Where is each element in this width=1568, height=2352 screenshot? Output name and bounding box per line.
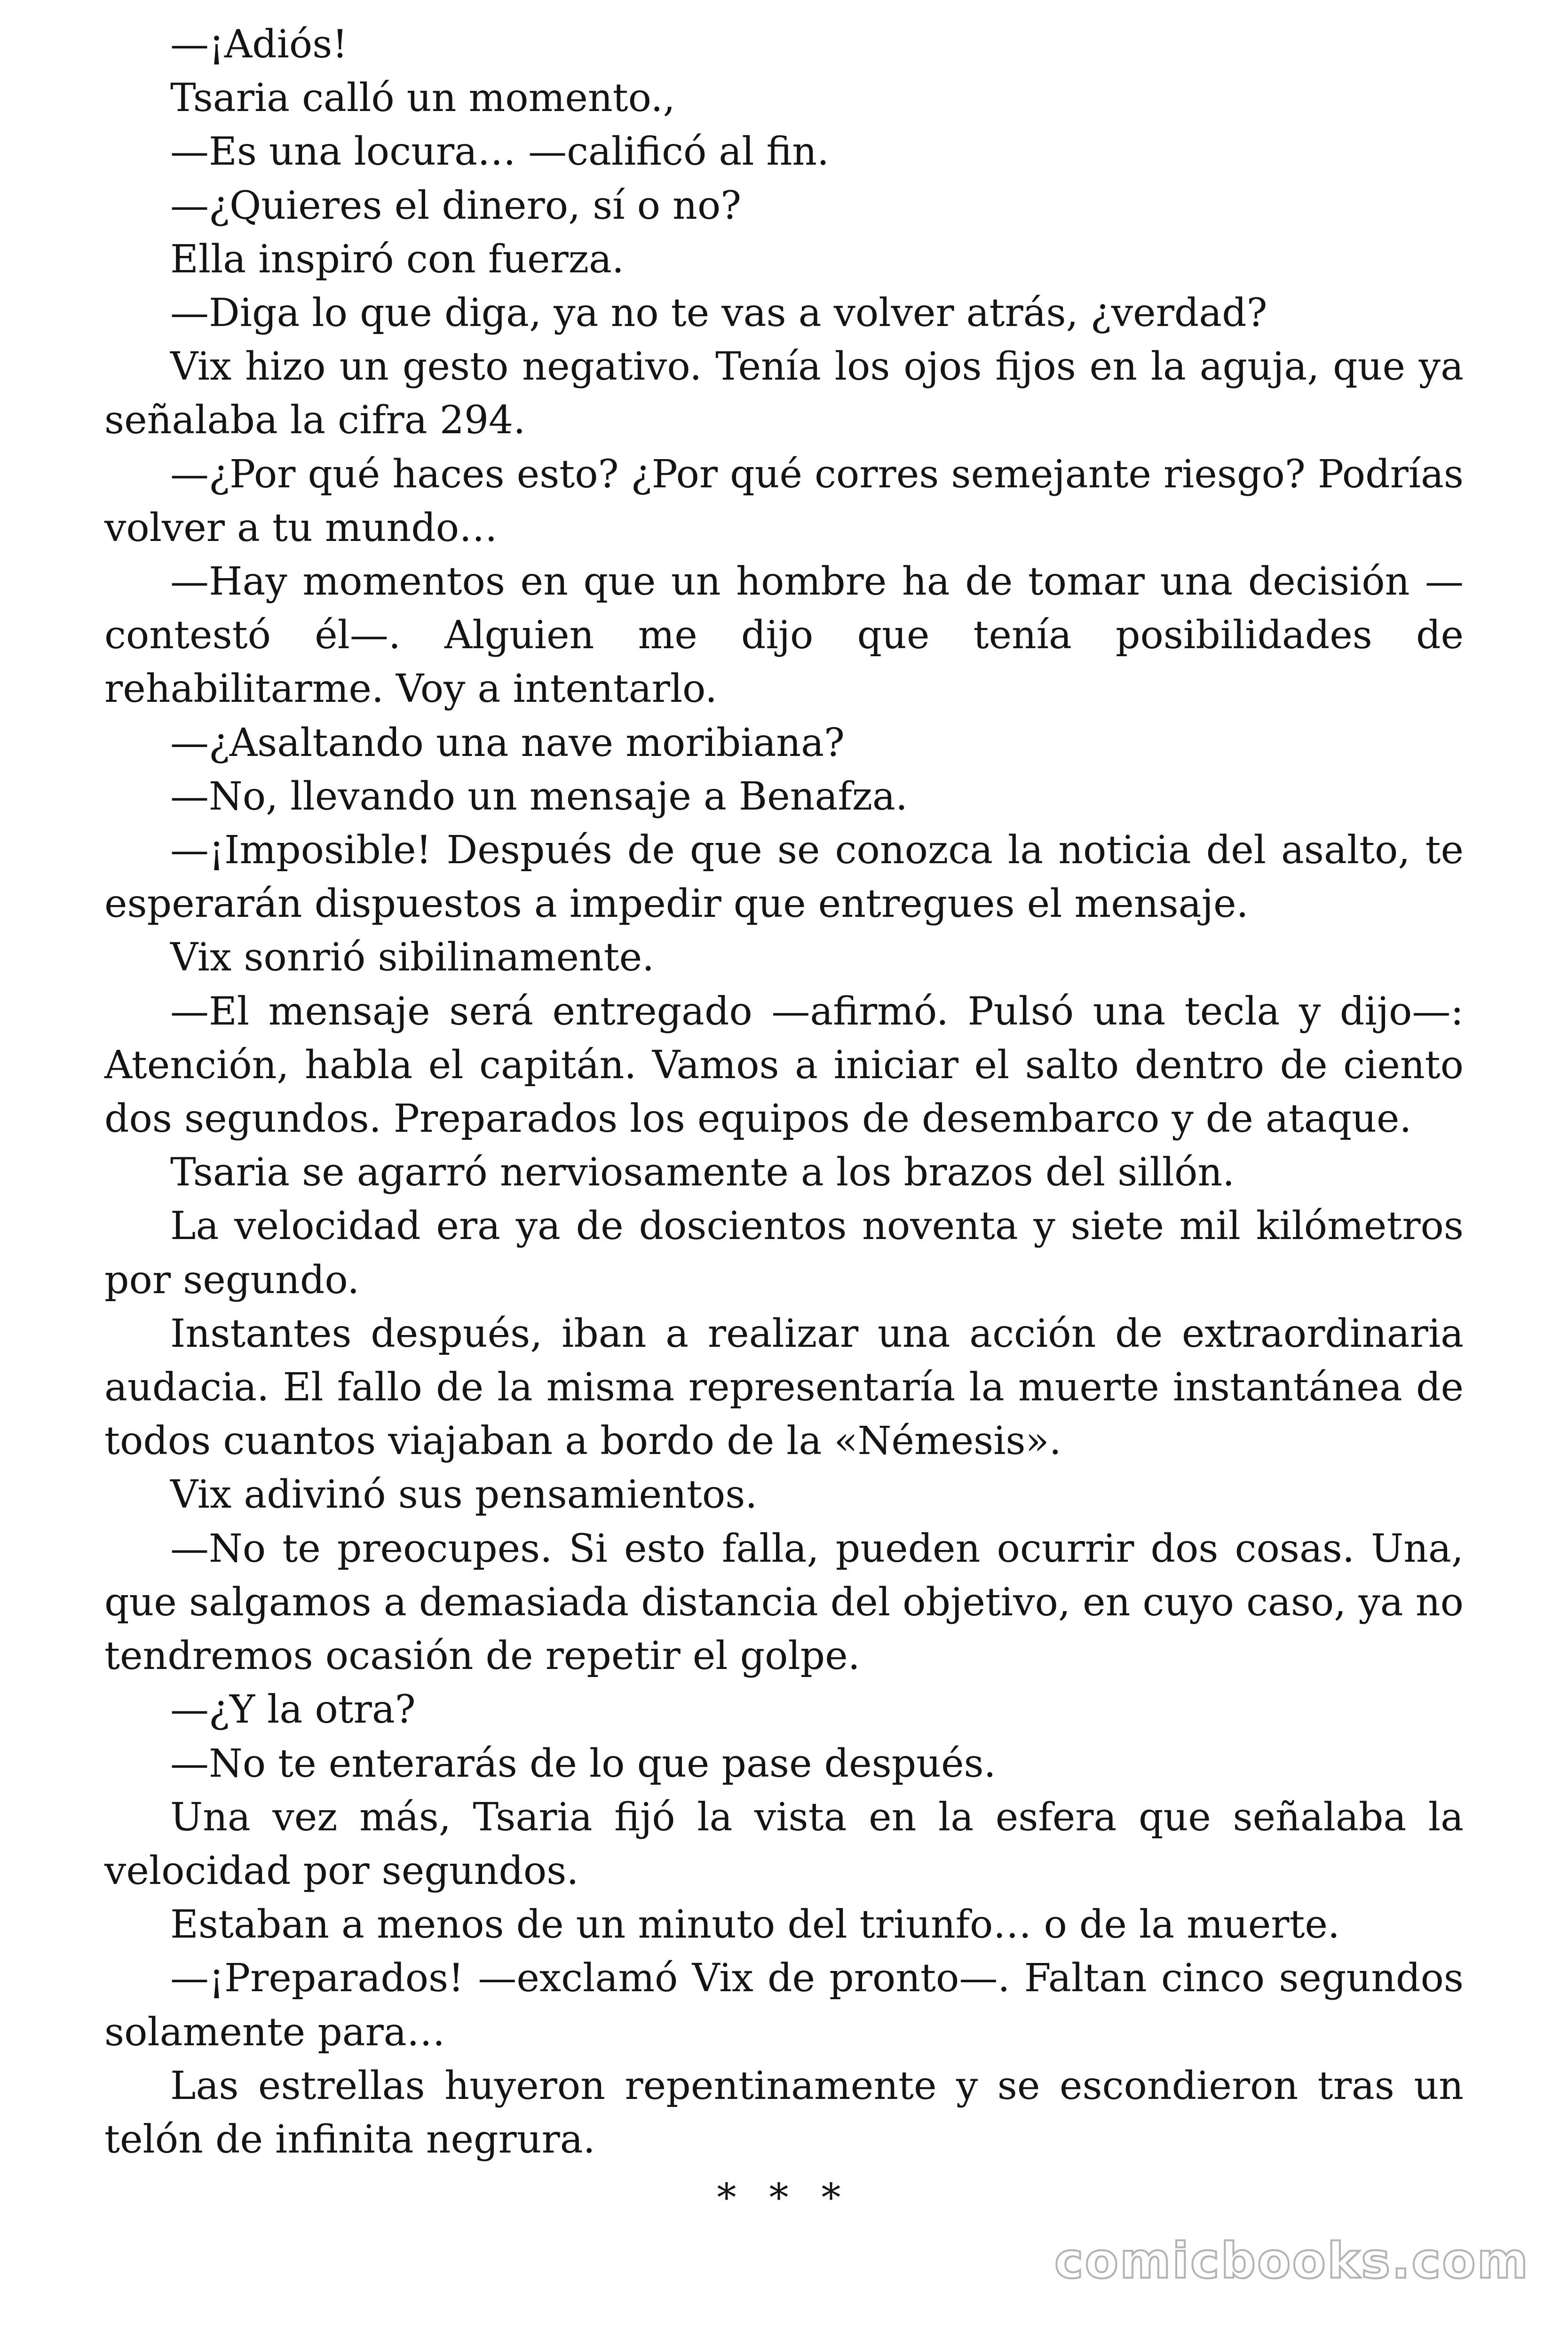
paragraph: —No te enterarás de lo que pase después. [170, 1741, 996, 1786]
paragraph: Una vez más, Tsaria fijó la vista en la esfera que señalaba la velocidad por segundos. [104, 1795, 1464, 1893]
paragraph: —Diga lo que diga, ya no te vas a volver atrás, ¿verdad? [170, 291, 1267, 336]
paragraph: —¡Imposible! Después de que se conozca la noticia del asalto, te esperarán dispuestos a impedir que entregues el mensaje. [104, 828, 1464, 927]
paragraph: La velocidad era ya de doscientos noventa y siete mil kilómetros por segundo. [104, 1204, 1464, 1303]
paragraph: —El mensaje será entregado —afirmó. Pulsó una tecla y dijo—: Atención, habla el capitán. Vamos a iniciar el salto dentro de ciento dos segundos. Preparados los equipos de desembarco y de ataque. [104, 989, 1464, 1142]
paragraph: —No te preocupes. Si esto falla, pueden ocurrir dos cosas. Una, que salgamos a demasiada distancia del objetivo, en cuyo caso, ya no tendremos ocasión de repetir el golpe. [104, 1526, 1464, 1679]
paragraph: —¿Por qué haces esto? ¿Por qué corres semejante riesgo? Podrías volver a tu mundo… [104, 452, 1464, 550]
paragraph: Estaban a menos de un minuto del triunfo… o de la muerte. [170, 1902, 1340, 1947]
watermark: comicbooks.com [1054, 2232, 1529, 2289]
paragraph: —¡Adiós! [170, 22, 348, 67]
paragraph: —Hay momentos en que un hombre ha de tomar una decisión —contestó él—. Alguien me dijo que tenía posibilidades de rehabilitarme. Voy a intentarlo. [104, 559, 1464, 712]
paragraph: —No, llevando un mensaje a Benafza. [170, 774, 908, 819]
paragraph: Ella inspiró con fuerza. [170, 237, 624, 282]
paragraph: —¿Quieres el dinero, sí o no? [170, 183, 742, 228]
paragraph: Las estrellas huyeron repentinamente y se escondieron tras un telón de infinita negrura. [104, 2063, 1464, 2162]
paragraph: —¡Preparados! —exclamó Vix de pronto—. Faltan cinco segundos solamente para… [104, 1956, 1464, 2055]
paragraph: Vix adivinó sus pensamientos. [170, 1472, 758, 1518]
paragraph: Vix sonrió sibilinamente. [170, 935, 655, 980]
paragraph: —¿Asaltando una nave moribiana? [170, 720, 845, 765]
paragraph: —¿Y la otra? [170, 1687, 416, 1732]
paragraph: Tsaria calló un momento., [170, 76, 675, 121]
paragraph: —Es una locura… —calificó al fin. [170, 129, 830, 175]
paragraph: Tsaria se agarró nerviosamente a los brazos del sillón. [170, 1150, 1235, 1195]
body-text [104, 18, 1464, 2167]
scene-break: * * * [717, 2176, 851, 2220]
paragraph: Vix hizo un gesto negativo. Tenía los ojos fijos en la aguja, que ya señalaba la cifra 294. [104, 344, 1464, 443]
paragraph: Instantes después, iban a realizar una acción de extraordinaria audacia. El fallo de la misma representaría la muerte instantánea de todos cuantos viajaban a bordo de la «Némesis». [104, 1311, 1464, 1464]
